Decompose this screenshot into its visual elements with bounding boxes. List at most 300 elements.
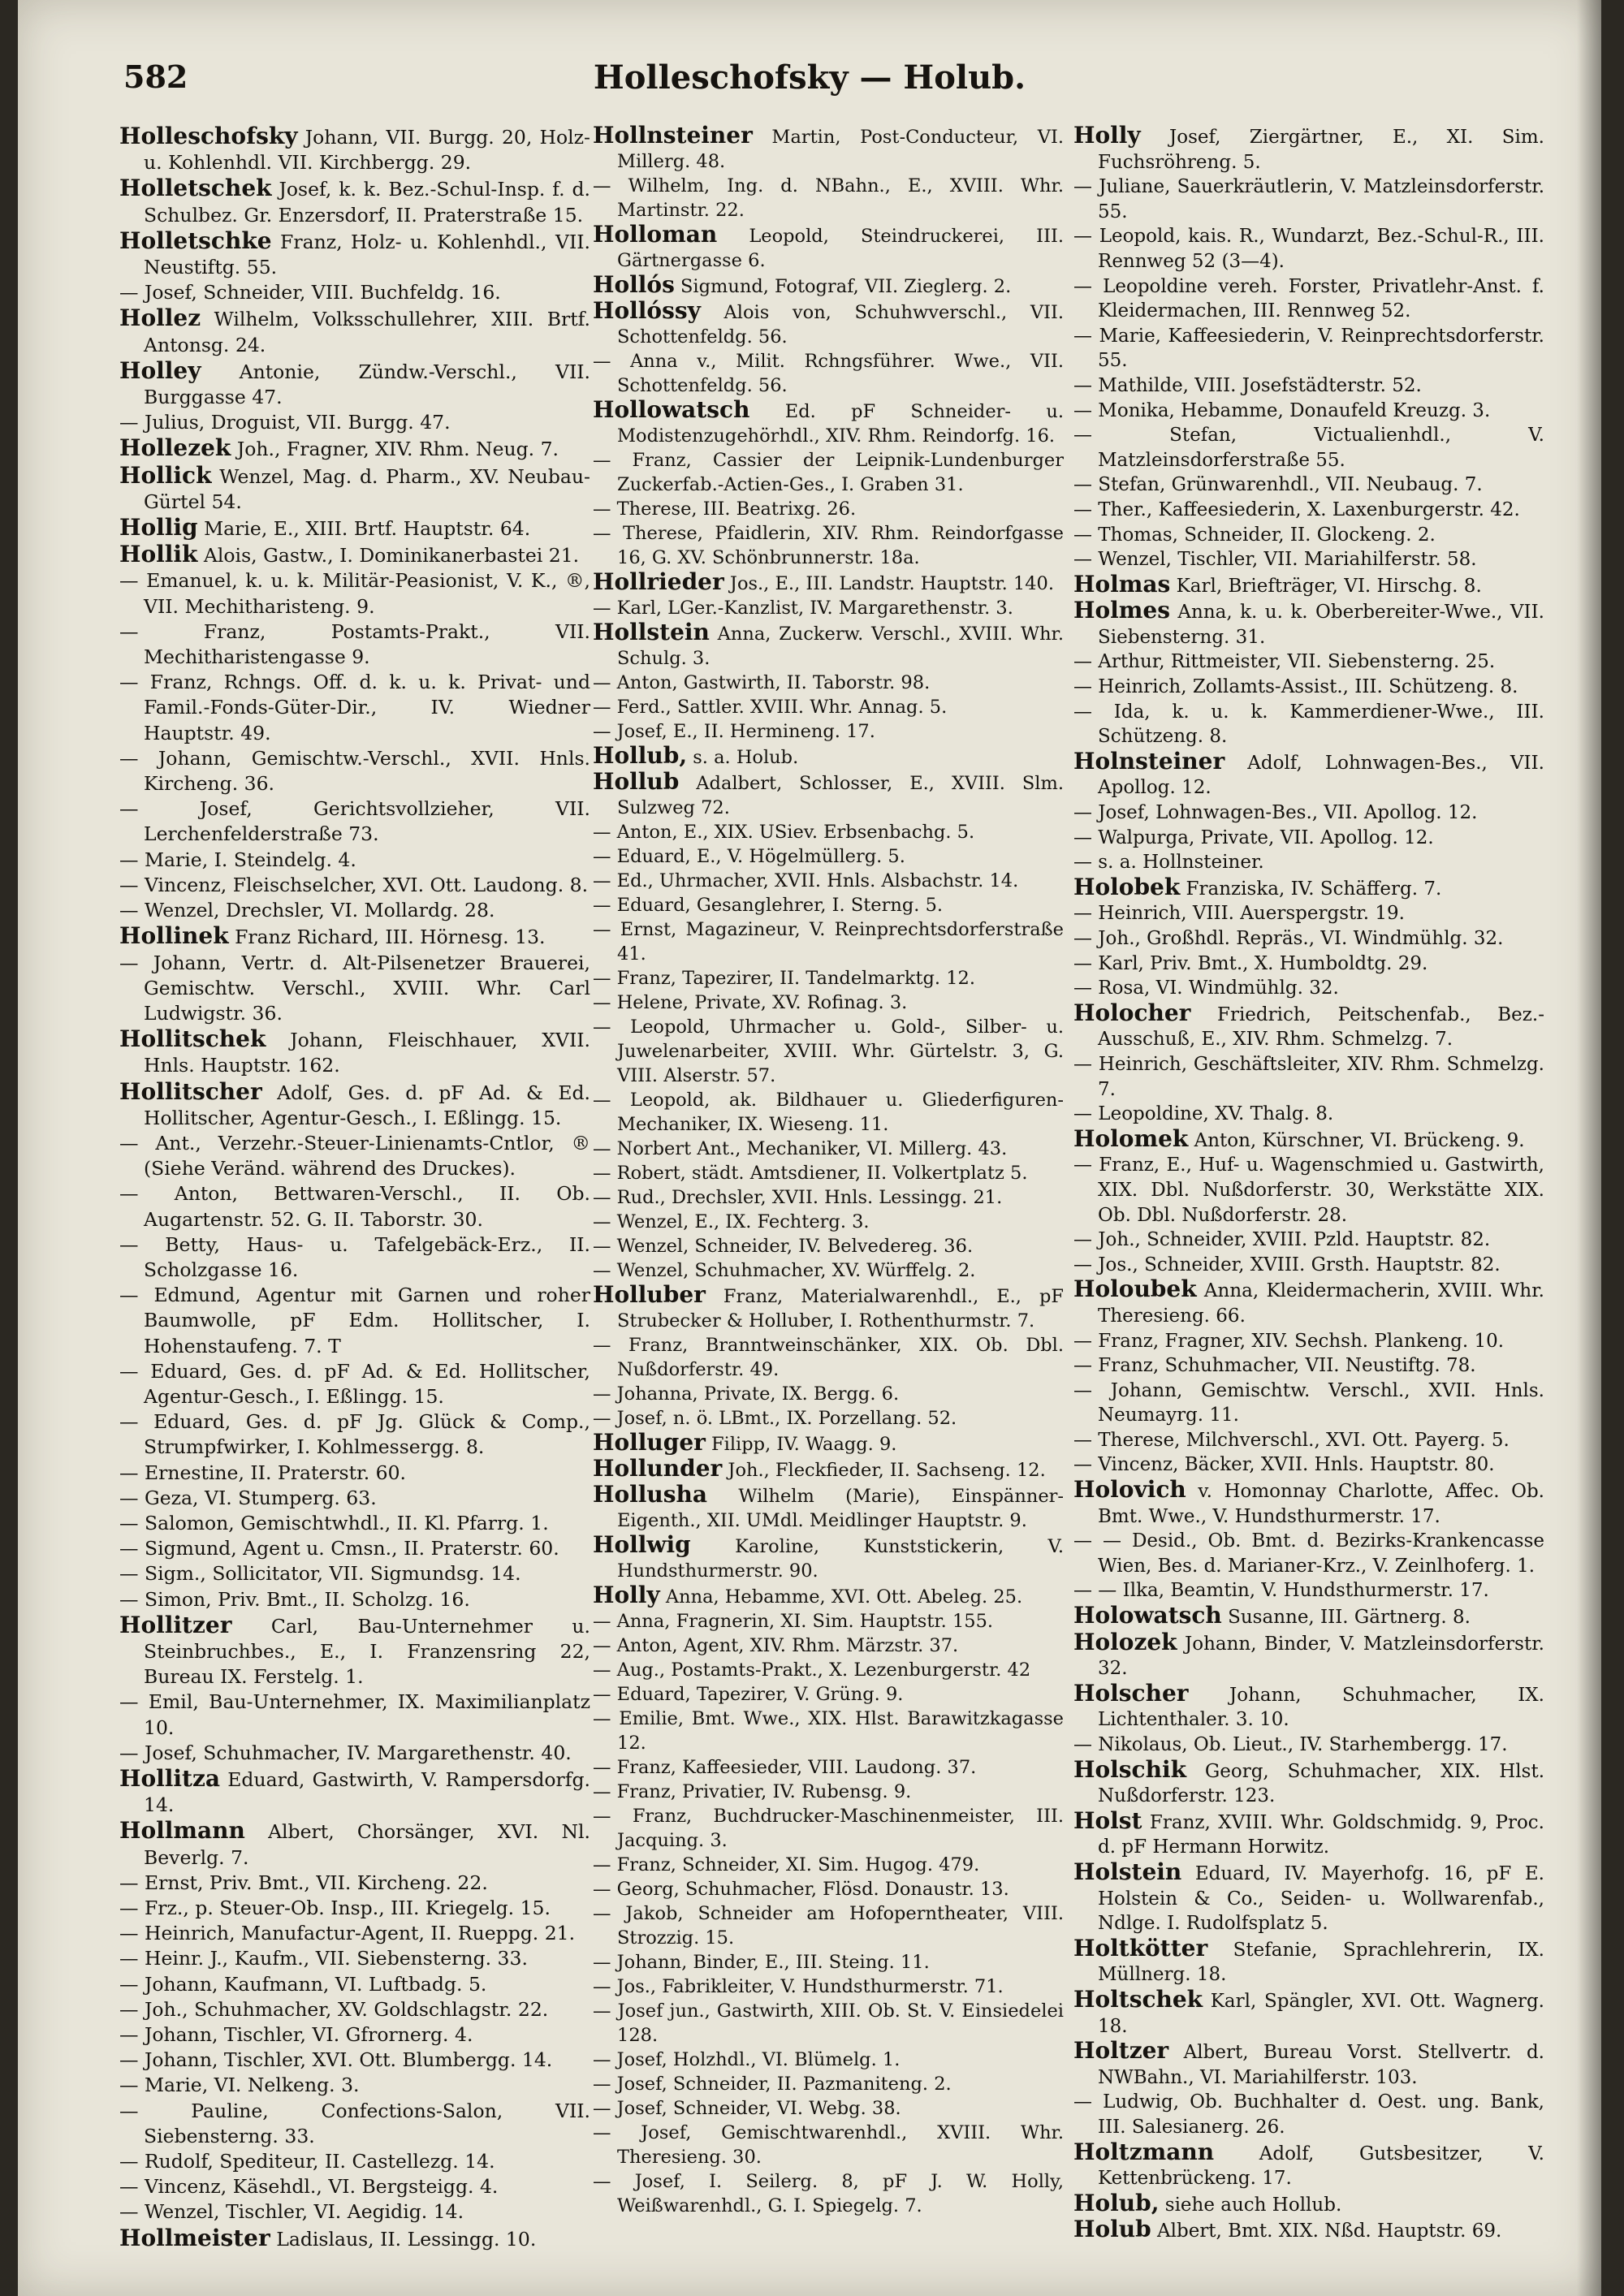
- entry-text: — Ant., Verzehr.-Steuer-Linienamts-Cntlor, ® (Siehe Veränd. während des Druckes).: [119, 1131, 590, 1180]
- directory-entry: [593, 1234, 1064, 1258]
- entry-text: Johann, Fleischhauer, XVII. Hnls. Hauptstr. 162.: [144, 1029, 590, 1077]
- entry-text: Anton, Kürschner, VI. Brückeng. 9.: [1188, 1129, 1525, 1151]
- entry-text: Wilhelm, Volksschullehrer, XIII. Brtf. Antonsg. 24.: [144, 308, 590, 356]
- directory-entry: [119, 2073, 590, 2098]
- directory-entry: [119, 1131, 590, 1181]
- entry-headword: Holoubek: [1073, 1275, 1197, 1303]
- entry-text: — Walpurga, Private, VII. Apollog. 12.: [1073, 826, 1434, 848]
- entry-text: — Josef, Gerichtsvollzieher, VII. Lerchenfelderstraße 73.: [119, 797, 590, 846]
- entry-text: — Johann, Tischler, VI. Gfrornerg. 4.: [119, 2023, 473, 2047]
- directory-entry: [119, 923, 590, 950]
- entry-text: — Ernst, Magazineur, V. Reinprechtsdorferstraße 41.: [593, 919, 1064, 965]
- directory-entry: [119, 358, 590, 410]
- entry-text: — Anton, Gastwirth, II. Taborstr. 98.: [593, 672, 931, 693]
- entry-headword: Hollub,: [593, 742, 688, 769]
- entry-text: — Johann, Vertr. d. Alt-Pilsenetzer Brauerei, Gemischtw. Verschl., XVIII. Whr. Carl Ludwigstr. 36.: [119, 951, 590, 1025]
- entry-text: Franz Richard, III. Hörnesg. 13.: [228, 926, 546, 949]
- entry-text: — Robert, städt. Amtsdiener, II. Volkertplatz 5.: [593, 1163, 1028, 1184]
- directory-entry: [1073, 1428, 1544, 1453]
- directory-entry: [593, 1583, 1064, 1609]
- entry-text: — Aug., Postamts-Prakt., X. Lezenburgerstr. 42: [593, 1659, 1031, 1681]
- directory-entry: [1073, 801, 1544, 826]
- entry-text: Alois, Gastw., I. Dominikanerbastei 21.: [197, 544, 580, 568]
- directory-entry: [119, 568, 590, 619]
- directory-entry: [593, 1258, 1064, 1283]
- entry-text: — Johanna, Private, IX. Bergg. 6.: [593, 1383, 900, 1405]
- directory-entry: [593, 570, 1064, 596]
- directory-entry: [1073, 650, 1544, 675]
- entry-text: Alois von, Schuhwverschl., VII. Schottenfeldg. 56.: [617, 302, 1064, 347]
- entry-text: Susanne, III. Gärtnerg. 8.: [1221, 1607, 1471, 1629]
- entry-text: — Johann, Kaufmann, VI. Luftbadg. 5.: [119, 1972, 487, 1996]
- entry-text: — Stefan, Grünwarenhdl., VII. Neubaug. 7.: [1073, 474, 1483, 496]
- entry-headword: Holluber: [593, 1281, 706, 1308]
- directory-entry: [593, 1406, 1064, 1431]
- entry-text: — Frz., p. Steuer-Ob. Insp., III. Kriegelg. 15.: [119, 1897, 551, 1920]
- entry-headword: Hollnsteiner: [593, 122, 753, 149]
- directory-entry: [119, 1741, 590, 1766]
- directory-entry: [593, 966, 1064, 990]
- directory-entry: [119, 280, 590, 305]
- directory-entry: [119, 2174, 590, 2199]
- entry-headword: Holtzer: [1073, 2037, 1169, 2065]
- page-number: 582: [123, 58, 188, 95]
- entry-headword: Hollitza: [119, 1765, 221, 1792]
- directory-entry: [119, 1946, 590, 1971]
- entry-text: — Jakob, Schneider am Hofoperntheater, VIII. Strozzig. 15.: [593, 1903, 1064, 1949]
- entry-text: Johann, VII. Burgg. 20, Holz- u. Kohlenhdl. VII. Kirchbergg. 29.: [144, 126, 590, 175]
- entry-text: — Heinr. J., Kaufm., VII. Siebensterng. 33.: [119, 1947, 528, 1970]
- entry-text: Albert, Bureau Vorst. Stellvertr. d. NWBahn., VI. Mariahilferstr. 103.: [1098, 2042, 1544, 2088]
- entry-headword: Holmes: [1073, 597, 1170, 624]
- entry-text: — Franz, Schuhmacher, VII. Neustiftg. 78.: [1073, 1355, 1476, 1377]
- directory-entry: [593, 1283, 1064, 1333]
- directory-entry: [593, 596, 1064, 620]
- entry-text: — Ludwig, Ob. Buchhalter d. Oest. ung. Bank, III. Salesianerg. 26.: [1073, 2091, 1544, 2138]
- entry-text: Franz, Materialwarenhdl., E., pF Strubecker & Holluber, I. Rothenthurmstr. 7.: [617, 1286, 1064, 1331]
- directory-entry: [1073, 1681, 1544, 1733]
- directory-entry: [1073, 399, 1544, 424]
- entry-text: — Simon, Priv. Bmt., II. Scholzg. 16.: [119, 1587, 470, 1611]
- directory-entry: [119, 1181, 590, 1232]
- directory-entry: [1073, 324, 1544, 373]
- entry-headword: Holtkötter: [1073, 1934, 1208, 1962]
- entry-headword: Holtschek: [1073, 1985, 1203, 2013]
- entry-text: Johann, Schuhmacher, IX. Lichtenthaler. 3. 10.: [1098, 1684, 1544, 1731]
- directory-entry: [119, 1561, 590, 1586]
- directory-entry: [119, 1232, 590, 1283]
- directory-entry: [1073, 976, 1544, 1001]
- entry-text: — Helene, Private, XV. Rofinag. 3.: [593, 992, 908, 1013]
- entry-text: Wenzel, Mag. d. Pharm., XV. Neubau-Gürtel 54.: [144, 464, 590, 513]
- entry-text: — Stefan, Victualienhdl., V. Matzleinsdorferstraße 55.: [1073, 425, 1544, 471]
- entry-headword: Holletschek: [119, 175, 272, 202]
- entry-headword: Hollezek: [119, 434, 231, 462]
- entry-text: Carl, Bau-Unternehmer u. Steinbruchbes., E., I. Franzensring 22, Bureau IX. Ferstelg. 1.: [144, 1614, 590, 1689]
- entry-text: Eduard, IV. Mayerhofg. 16, pF E. Holstein & Co., Seiden- u. Wollwarenfab., Ndlge. I. Rudolfsplatz 5.: [1098, 1862, 1544, 1935]
- directory-entry: [119, 1026, 590, 1078]
- directory-entry: [593, 1161, 1064, 1185]
- entry-headword: Holletschke: [119, 227, 272, 254]
- entry-text: Franz, XVIII. Whr. Goldschmidg. 9, Proc. d. pF Hermann Horwitz.: [1098, 1811, 1544, 1858]
- entry-text: — Leopoldine vereh. Forster, Privatlehr-Anst. f. Kleidermachen, III. Rennweg 52.: [1073, 275, 1544, 322]
- directory-entry: [1073, 749, 1544, 801]
- directory-entry: [593, 1999, 1064, 2048]
- entry-text: — Norbert Ant., Mechaniker, VI. Millerg. 43.: [593, 1138, 1008, 1159]
- directory-entry: [593, 1382, 1064, 1406]
- directory-entry: [593, 820, 1064, 844]
- entry-text: — Monika, Hebamme, Donaufeld Kreuzg. 3.: [1073, 399, 1491, 421]
- entry-text: — Wilhelm, Ing. d. NBahn., E., XVIII. Whr. Martinstr. 22.: [593, 175, 1064, 221]
- entry-text: Stefanie, Sprachlehrerin, IX. Müllnerg. 18.: [1098, 1939, 1544, 1986]
- entry-text: — Eduard, Gesanglehrer, I. Sterng. 5.: [593, 895, 944, 916]
- entry-headword: Holluger: [593, 1429, 706, 1456]
- directory-entry: [593, 2072, 1064, 2096]
- directory-entry: [119, 1409, 590, 1460]
- directory-entry: [1073, 175, 1544, 224]
- directory-entry: [119, 848, 590, 873]
- directory-entry: [1073, 2217, 1544, 2244]
- directory-entry: [119, 1871, 590, 1896]
- directory-entry: [593, 1457, 1064, 1482]
- entry-text: Albert, Chorsänger, XVI. Nl. Beverlg. 7.: [144, 1820, 590, 1869]
- entry-headword: Hollinek: [119, 922, 229, 950]
- entry-text: — Emanuel, k. u. k. Militär-Peasionist, V. K., ®, VII. Mechitharisteng. 9.: [119, 569, 590, 618]
- directory-entry: [1073, 700, 1544, 749]
- entry-text: — Franz, E., Huf- u. Wagenschmied u. Gastwirth, XIX. Dbl. Nußdorferstr. 30, Werkstätte XIX. Ob. Dbl. Nußdorferstr. 28.: [1073, 1154, 1544, 1226]
- directory-entry: [593, 770, 1064, 820]
- entry-text: — Ther., Kaffeesiederin, X. Laxenburgerstr. 42.: [1073, 498, 1520, 520]
- directory-entry: [1073, 2191, 1544, 2218]
- directory-entry: [593, 1482, 1064, 1533]
- entry-text: Anna, k. u. k. Oberbereiter-Wwe., VII. Siebensterng. 31.: [1098, 602, 1544, 648]
- directory-entry: [1073, 1379, 1544, 1428]
- entry-text: — Franz, Postamts-Prakt., VII. Mechitharistengasse 9.: [119, 619, 590, 669]
- entry-text: — Wenzel, Tischler, VI. Aegidig. 14.: [119, 2200, 464, 2224]
- directory-entry: [1073, 1329, 1544, 1354]
- directory-entry: [593, 671, 1064, 695]
- directory-entry: [593, 497, 1064, 521]
- entry-text: — Julius, Droguist, VII. Burgg. 47.: [119, 411, 451, 434]
- directory-entry: [593, 2096, 1064, 2121]
- entry-text: — Emilie, Bmt. Wwe., XIX. Hlst. Barawitzkagasse 12.: [593, 1708, 1064, 1754]
- directory-entry: [119, 619, 590, 670]
- directory-entry: [1073, 1936, 1544, 1987]
- directory-entry: [119, 435, 590, 462]
- entry-text: — Ernestine, II. Praterstr. 60.: [119, 1461, 407, 1484]
- entry-text: Karoline, Kunststickerin, V. Hundsthurmerstr. 90.: [617, 1536, 1064, 1582]
- entry-text: — Arthur, Rittmeister, VII. Siebensterng. 25.: [1073, 651, 1496, 673]
- directory-entry: [119, 410, 590, 435]
- entry-text: — Karl, Priv. Bmt., X. Humboldtg. 29.: [1073, 952, 1428, 974]
- entry-text: Adolf, Lohnwagen-Bes., VII. Apollog. 12.: [1098, 752, 1544, 799]
- entry-text: Karl, Briefträger, VI. Hirschg. 8.: [1170, 575, 1482, 597]
- entry-text: — Geza, VI. Stumperg. 63.: [119, 1486, 377, 1509]
- directory-entry: [593, 123, 1064, 174]
- directory-entry: [593, 448, 1064, 497]
- directory-entry: [119, 1079, 590, 1131]
- entry-text: — Jos., Fabrikleiter, V. Hundsthurmerstr. 71.: [593, 1976, 1004, 1997]
- directory-entry: [1073, 498, 1544, 523]
- entry-text: — Franz, Tapezirer, II. Tandelmarktg. 12.: [593, 968, 976, 989]
- directory-entry: [593, 844, 1064, 869]
- entry-text: — Anna, Fragnerin, XI. Sim. Hauptstr. 155.: [593, 1611, 994, 1632]
- directory-entry: [593, 744, 1064, 770]
- entry-text: — Rudolf, Spediteur, II. Castellezg. 14.: [119, 2150, 495, 2173]
- entry-text: Joh., Fleckfieder, II. Sachseng. 12.: [722, 1460, 1046, 1481]
- entry-text: — Anton, E., XIX. USiev. Erbsenbachg. 5.: [593, 822, 975, 843]
- directory-entry: [593, 1707, 1064, 1755]
- entry-text: — Franz, Cassier der Leipnik-Lundenburger Zuckerfab.-Actien-Ges., I. Graben 31.: [593, 450, 1064, 495]
- directory-entry: [1073, 547, 1544, 572]
- entry-headword: Holtzmann: [1073, 2138, 1215, 2165]
- entry-text: s. a. Holub.: [687, 747, 799, 768]
- entry-text: — Ida, k. u. k. Kammerdiener-Wwe., III. Schützeng. 8.: [1073, 701, 1544, 748]
- entry-text: Anna, Kleidermacherin, XVIII. Whr. Theresieng. 66.: [1098, 1280, 1544, 1327]
- entry-headword: Hollub: [593, 768, 680, 795]
- directory-entry: [593, 1974, 1064, 1999]
- entry-text: Josef, Ziergärtner, E., XI. Sim. Fuchsröhreng. 5.: [1098, 127, 1544, 173]
- directory-entry: [119, 796, 590, 847]
- entry-text: — Ferd., Sattler. XVIII. Whr. Annag. 5.: [593, 697, 948, 718]
- directory-entry: [593, 990, 1064, 1015]
- directory-entry: [1073, 1124, 1544, 1154]
- entry-text: — Eduard, Tapezirer, V. Grüng. 9.: [593, 1684, 904, 1705]
- entry-text: — Marie, VI. Nelkeng. 3.: [119, 2074, 360, 2097]
- directory-entry: [1073, 224, 1544, 274]
- entry-text: v. Homonnay Charlotte, Affec. Ob. Bmt. Wwe., V. Hundsthurmerstr. 17.: [1098, 1481, 1544, 1527]
- directory-entry: [593, 1853, 1064, 1877]
- entry-text: Marie, E., XIII. Brtf. Hauptstr. 64.: [197, 517, 531, 541]
- entry-text: — Eduard, Ges. d. pF Ad. & Ed. Hollitscher, Agentur-Gesch., I. Eßlingg. 15.: [119, 1359, 590, 1408]
- directory-entry: [593, 1634, 1064, 1658]
- entry-text: — s. a. Hollnsteiner.: [1073, 852, 1264, 874]
- entry-text: — Josef, Schuhmacher, IV. Margarethenstr. 40.: [119, 1741, 572, 1764]
- directory-entry: [119, 1612, 590, 1690]
- column-2: [593, 123, 1064, 2218]
- directory-entry: [119, 1283, 590, 1359]
- entry-text: — Heinrich, Geschäftsleiter, XIV. Rhm. Schmelzg. 7.: [1073, 1053, 1544, 1100]
- entry-headword: Hollwig: [593, 1531, 691, 1558]
- directory-entry: [593, 1877, 1064, 1901]
- entry-text: Ed. pF Schneider- u. Modistenzugehörhdl., XIV. Rhm. Reindorfg. 16.: [617, 401, 1064, 447]
- entry-text: — — Desid., Ob. Bmt. d. Bezirks-Krankencasse Wien, Bes. d. Marianer-Krz., V. Zeinlhoferg. 1.: [1073, 1530, 1544, 1577]
- directory-entry: [1073, 1102, 1544, 1127]
- directory-entry: [593, 2121, 1064, 2169]
- entry-text: — Ernst, Priv. Bmt., VII. Kircheng. 22.: [119, 1871, 488, 1894]
- directory-page: [18, 0, 1601, 2296]
- entry-text: — Nikolaus, Ob. Lieut., IV. Starhembergg. 17.: [1073, 1734, 1508, 1755]
- directory-entry: [119, 1587, 590, 1612]
- directory-entry: [119, 1972, 590, 1997]
- entry-text: — Salomon, Gemischtwhdl., II. Kl. Pfarrg. 1.: [119, 1511, 549, 1534]
- entry-text: — Josef, I. Seilerg. 8, pF J. W. Holly, Weißwarenhdl., G. I. Spiegelg. 7.: [593, 2171, 1064, 2216]
- directory-entry: [1073, 875, 1544, 902]
- directory-entry: [119, 542, 590, 568]
- directory-entry: [1073, 1478, 1544, 1529]
- entry-headword: Holstein: [1073, 1858, 1182, 1885]
- entry-text: Anna, Hebamme, XVI. Ott. Abeleg. 25.: [659, 1586, 1023, 1608]
- entry-text: — Johann, Gemischtw.-Verschl., XVII. Hnls. Kircheng. 36.: [119, 746, 590, 796]
- entry-text: — Therese, Pfaidlerin, XIV. Rhm. Reindorfgasse 16, G. XV. Schönbrunnerstr. 18a.: [593, 523, 1064, 568]
- directory-entry: [119, 123, 590, 175]
- directory-entry: [593, 1658, 1064, 1682]
- entry-text: — Josef, Schneider, II. Pazmaniteng. 2.: [593, 2074, 952, 2095]
- entry-headword: Holmas: [1073, 570, 1171, 598]
- directory-entry: [119, 1461, 590, 1486]
- entry-text: Albert, Bmt. XIX. Nßd. Hauptstr. 69.: [1151, 2220, 1502, 2242]
- entry-text: — Josef, E., II. Hermineng. 17.: [593, 721, 875, 742]
- entry-text: — Franz, Schneider, XI. Sim. Hugog. 479.: [593, 1854, 980, 1875]
- directory-entry: [593, 917, 1064, 966]
- directory-entry: [119, 1359, 590, 1409]
- entry-text: Franz, Holz- u. Kohlenhdl., VII. Neustiftg. 55.: [144, 230, 590, 279]
- entry-headword: Hollmann: [119, 1817, 245, 1845]
- column-3: [1073, 123, 1544, 2244]
- entry-text: — Emil, Bau-Unternehmer, IX. Maximilianplatz 10.: [119, 1690, 590, 1739]
- entry-text: — Joh., Schneider, XVIII. Pzld. Hauptstr. 82.: [1073, 1229, 1491, 1251]
- directory-entry: [1073, 1578, 1544, 1603]
- entry-headword: Hollrieder: [593, 568, 724, 595]
- directory-entry: [119, 515, 590, 542]
- directory-entry: [593, 869, 1064, 893]
- directory-entry: [593, 1431, 1064, 1457]
- entry-headword: Holly: [1073, 122, 1141, 149]
- entry-text: — Sigmund, Agent u. Cmsn., II. Praterstr. 60.: [119, 1537, 559, 1560]
- directory-entry: [119, 670, 590, 746]
- entry-text: — Betty, Haus- u. Tafelgebäck-Erz., II. Scholzgasse 16.: [119, 1232, 590, 1281]
- entry-headword: Hollusha: [593, 1481, 708, 1508]
- entry-headword: Holub,: [1073, 2189, 1160, 2216]
- directory-entry: [1073, 523, 1544, 548]
- entry-text: Johann, Binder, V. Matzleinsdorferstr. 32.: [1098, 1633, 1544, 1680]
- entry-headword: Hollstein: [593, 619, 710, 645]
- entry-text: — Mathilde, VIII. Josefstädterstr. 52.: [1073, 374, 1422, 396]
- directory-entry: [1073, 123, 1544, 175]
- directory-entry: [1073, 1052, 1544, 1102]
- directory-entry: [119, 898, 590, 923]
- entry-text: — Therese, Milchverschl., XVI. Ott. Payerg. 5.: [1073, 1429, 1510, 1451]
- entry-text: — Wenzel, Schuhmacher, XV. Würffelg. 2.: [593, 1260, 976, 1281]
- directory-entry: [593, 174, 1064, 222]
- entry-text: — Franz, Buchdrucker-Maschinenmeister, III. Jacquing. 3.: [593, 1806, 1064, 1851]
- directory-entry: [119, 873, 590, 898]
- directory-entry: [119, 1486, 590, 1511]
- directory-entry: [1073, 1630, 1544, 1681]
- entry-headword: Holocher: [1073, 999, 1191, 1026]
- directory-entry: [1073, 1603, 1544, 1630]
- entry-headword: Hollitzer: [119, 1611, 232, 1638]
- entry-headword: Hollez: [119, 304, 201, 332]
- entry-text: — Rosa, VI. Windmühlg. 32.: [1073, 978, 1339, 999]
- directory-entry: [593, 1088, 1064, 1137]
- entry-text: Leopold, Steindruckerei, III. Gärtnergasse 6.: [617, 226, 1064, 271]
- directory-entry: [1073, 423, 1544, 473]
- entry-text: — Vincenz, Bäcker, XVII. Hnls. Hauptstr. 80.: [1073, 1454, 1495, 1476]
- entry-text: — Johann, Gemischtw. Verschl., XVII. Hnls. Neumayrg. 11.: [1073, 1379, 1544, 1426]
- entry-text: Friedrich, Peitschenfab., Bez.-Ausschuß, E., XIV. Rhm. Schmelzg. 7.: [1098, 1003, 1544, 1051]
- entry-text: siehe auch Hollub.: [1159, 2194, 1342, 2216]
- entry-text: — Wenzel, Schneider, IV. Belvedereg. 36.: [593, 1236, 974, 1257]
- entry-headword: Holleschofsky: [119, 123, 298, 149]
- entry-headword: Holub: [1073, 2216, 1151, 2243]
- entry-text: — Leopoldine, XV. Thalg. 8.: [1073, 1103, 1334, 1125]
- directory-entry: [119, 2225, 590, 2252]
- entry-text: — Anton, Agent, XIV. Rhm. Märzstr. 37.: [593, 1635, 959, 1656]
- directory-entry: [1073, 598, 1544, 650]
- directory-entry: [593, 1015, 1064, 1088]
- entry-headword: Holowatsch: [1073, 1602, 1222, 1629]
- entry-text: Sigmund, Fotograf, VII. Zieglerg. 2.: [674, 276, 1012, 297]
- entry-text: — Wenzel, Tischler, VII. Mariahilferstr. 58.: [1073, 549, 1477, 571]
- directory-entry: [1073, 473, 1544, 498]
- entry-headword: Holst: [1073, 1806, 1142, 1834]
- entry-text: Franziska, IV. Schäfferg. 7.: [1180, 878, 1442, 900]
- directory-entry: [1073, 926, 1544, 952]
- entry-text: — Wenzel, Drechsler, VI. Mollardg. 28.: [119, 899, 495, 922]
- directory-entry: [593, 1137, 1064, 1161]
- entry-headword: Holobek: [1073, 873, 1181, 900]
- directory-entry: [1073, 2140, 1544, 2191]
- entry-text: — Josef, Gemischtwarenhdl., XVIII. Whr. Theresieng. 30.: [593, 2122, 1064, 2168]
- directory-entry: [593, 1901, 1064, 1950]
- directory-entry: [1073, 1529, 1544, 1578]
- entry-headword: Holly: [593, 1582, 660, 1608]
- directory-entry: [119, 228, 590, 280]
- directory-entry: [593, 299, 1064, 349]
- running-head: Holleschofsky — Holub.: [593, 58, 1026, 97]
- page-header: [18, 58, 1601, 107]
- entry-text: Martin, Post-Conducteur, VI. Millerg. 48.: [617, 127, 1064, 172]
- entry-text: — Georg, Schuhmacher, Flösd. Donaustr. 13.: [593, 1879, 1009, 1900]
- directory-entry: [119, 305, 590, 357]
- entry-text: Adolf, Ges. d. pF Ad. & Ed. Hollitscher, Agentur-Gesch., I. Eßlingg. 15.: [144, 1081, 590, 1129]
- entry-text: Jos., E., III. Landstr. Hauptstr. 140.: [723, 573, 1055, 594]
- entry-text: Eduard, Gastwirth, V. Rampersdorfg. 14.: [144, 1768, 590, 1817]
- entry-text: — Franz, Fragner, XIV. Sechsh. Plankeng. 10.: [1073, 1330, 1505, 1352]
- directory-entry: [1073, 952, 1544, 977]
- directory-entry: [1073, 274, 1544, 324]
- directory-entry: [119, 2099, 590, 2149]
- directory-entry: [1073, 373, 1544, 399]
- entry-headword: Holschik: [1073, 1755, 1186, 1783]
- page-edge-shadow: [1577, 0, 1601, 2296]
- directory-entry: [593, 1780, 1064, 1804]
- entry-text: — Franz, Kaffeesieder, VIII. Laudong. 37.: [593, 1757, 977, 1778]
- directory-entry: [119, 951, 590, 1027]
- entry-text: — Karl, LGer.-Kanzlist, IV. Margarethenstr. 3.: [593, 598, 1013, 619]
- directory-entry: [1073, 1733, 1544, 1758]
- directory-entry: [593, 1804, 1064, 1853]
- entry-text: Josef, k. k. Bez.-Schul-Insp. f. d. Schulbez. Gr. Enzersdorf, II. Praterstraße 15.: [144, 178, 590, 227]
- directory-entry: [119, 1511, 590, 1536]
- entry-text: Joh., Fragner, XIV. Rhm. Neug. 7.: [231, 438, 559, 461]
- entry-text: — Heinrich, Manufactur-Agent, II. Rueppg. 21.: [119, 1922, 576, 1945]
- entry-headword: Hollóssy: [593, 297, 701, 324]
- directory-entry: [593, 2169, 1064, 2218]
- entry-text: — Wenzel, E., IX. Fechterg. 3.: [593, 1211, 870, 1232]
- entry-text: — Josef, Schneider, VI. Webg. 38.: [593, 2098, 901, 2119]
- entry-headword: Holloman: [593, 221, 718, 248]
- entry-text: — Josef, Schneider, VIII. Buchfeldg. 16.: [119, 281, 501, 304]
- directory-entry: [1073, 1277, 1544, 1328]
- entry-text: Adalbert, Schlosser, E., XVIII. Slm. Sulzweg 72.: [617, 773, 1064, 818]
- directory-entry: [119, 2149, 590, 2174]
- directory-entry: [1073, 1228, 1544, 1253]
- entry-text: — Marie, I. Steindelg. 4.: [119, 848, 356, 871]
- directory-entry: [593, 2048, 1064, 2072]
- entry-text: Adolf, Gutsbesitzer, V. Kettenbrückeng. 17.: [1098, 2143, 1544, 2190]
